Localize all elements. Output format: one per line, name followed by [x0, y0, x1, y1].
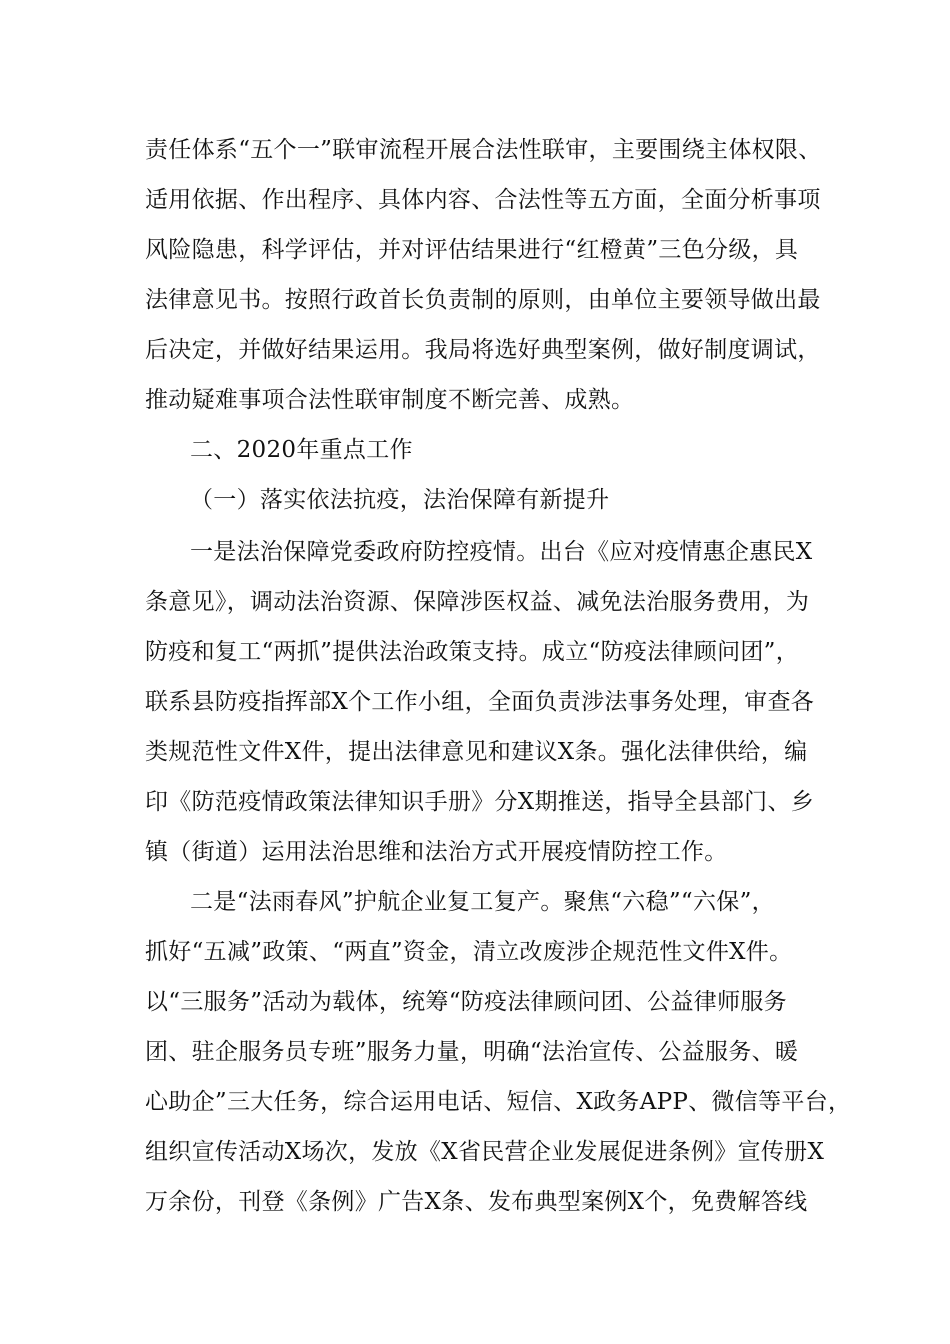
- subsection-heading: （一）落实依法抗疫，法治保障有新提升: [190, 487, 610, 513]
- body-text-line: 条意见》，调动法治资源、保障涉医权益、减免法治服务费用，为: [145, 589, 810, 615]
- body-text-line: 二是“法雨春风”护航企业复工复产。聚焦“六稳”“六保”，: [190, 889, 775, 915]
- body-text-line: 一是法治保障党委政府防控疫情。出台《应对疫情惠企惠民X: [190, 539, 813, 565]
- body-text-line: 防疫和复工“两抓”提供法治政策支持。成立“防疫法律顾问团”，: [145, 639, 800, 665]
- body-text-line: 适用依据、作出程序、具体内容、合法性等五方面，全面分析事项: [145, 187, 821, 213]
- body-text-line: 印《防范疫情政策法律知识手册》分X期推送，指导全县部门、乡: [145, 789, 815, 815]
- body-text-line: 组织宣传活动X场次，发放《X省民营企业发展促进条例》宣传册X: [145, 1139, 825, 1165]
- body-text-line: 推动疑难事项合法性联审制度不断完善、成熟。: [145, 387, 635, 413]
- body-text-line: 以“三服务”活动为载体，统筹“防疫法律顾问团、公益律师服务: [145, 989, 787, 1015]
- body-text-line: 类规范性文件X件，提出法律意见和建议X条。强化法律供给，编: [145, 739, 808, 765]
- body-text-line: 法律意见书。按照行政首长负责制的原则，由单位主要领导做出最: [145, 287, 821, 313]
- body-text-line: 镇（街道）运用法治思维和法治方式开展疫情防控工作。: [145, 839, 728, 865]
- body-text-line: 万余份，刊登《条例》广告X条、发布典型案例X个，免费解答线: [145, 1189, 808, 1215]
- section-heading: 二、2020年重点工作: [190, 437, 413, 463]
- body-text-line: 联系县防疫指挥部X个工作小组，全面负责涉法事务处理，审查各: [145, 689, 815, 715]
- body-text-line: 心助企”三大任务，综合运用电话、短信、X政务APP、微信等平台，: [145, 1089, 852, 1115]
- body-text-line: 团、驻企服务员专班”服务力量，明确“法治宣传、公益服务、暖: [145, 1039, 799, 1065]
- body-text-line: 抓好“五减”政策、“两直”资金，清立改废涉企规范性文件X件。: [145, 939, 793, 965]
- body-text-line: 责任体系“五个一”联审流程开展合法性联审，主要围绕主体权限、: [145, 137, 822, 163]
- body-text-line: 风险隐患，科学评估，并对评估结果进行“红橙黄”三色分级，具: [145, 237, 799, 263]
- body-text-line: 后决定，并做好结果运用。我局将选好典型案例，做好制度调试，: [145, 337, 821, 363]
